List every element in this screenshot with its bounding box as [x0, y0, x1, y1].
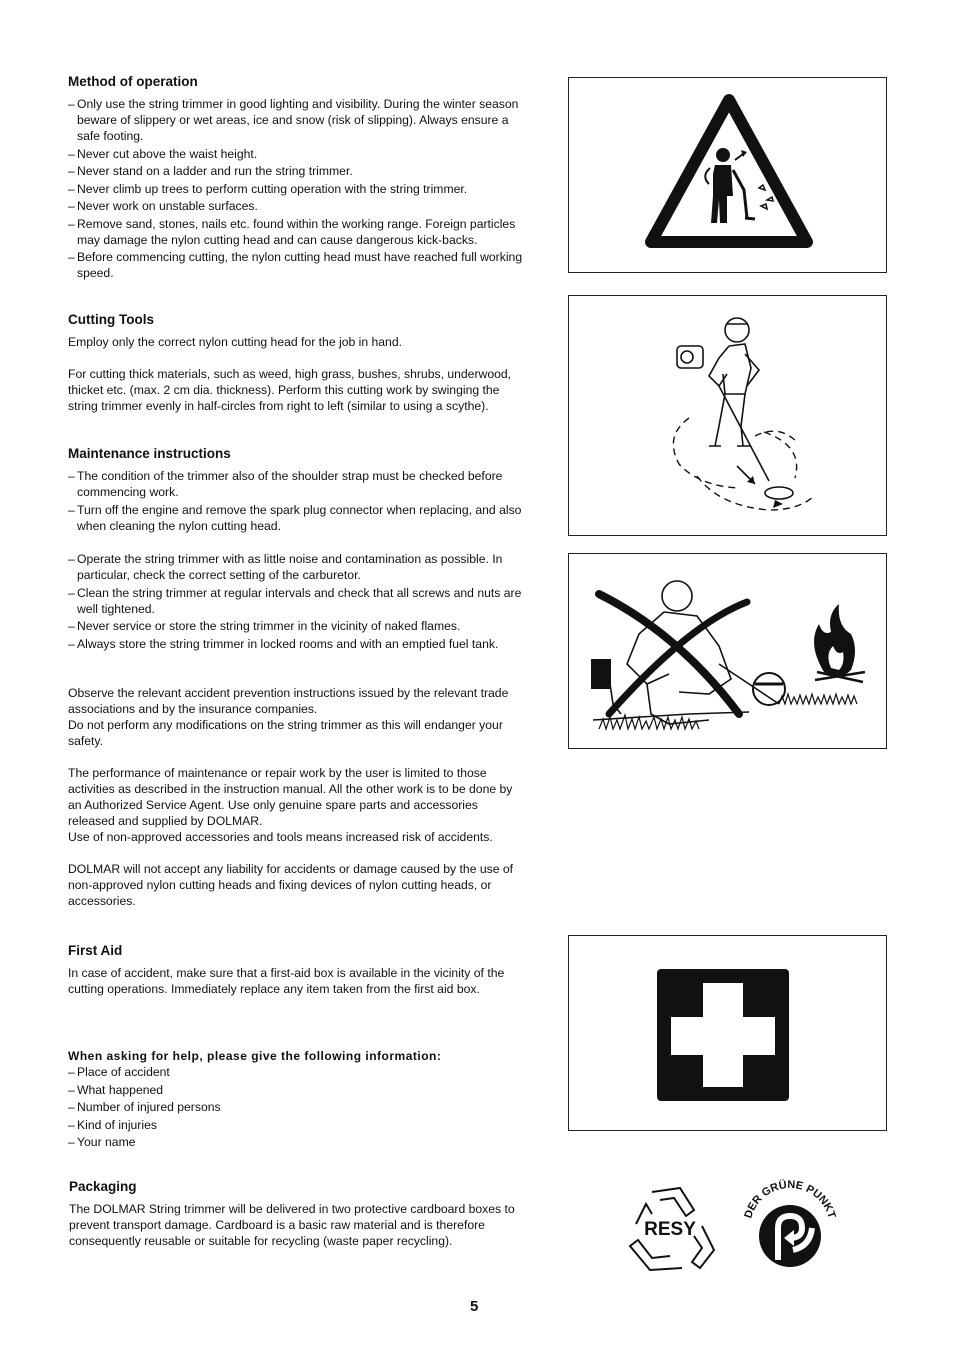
list-item: – What happened — [68, 1082, 528, 1098]
list-item: – Never cut above the waist height. — [68, 146, 528, 162]
trimmer-operator-illustration — [569, 296, 886, 535]
packaging-paragraph: The DOLMAR String trimmer will be delivered in two protective cardboard boxes to prevent transport damage. Cardboard is a basic raw material and is therefore consequently reusable or suitable for recycling (waste paper recycling). — [69, 1202, 515, 1248]
maintenance-paragraph-5: DOLMAR will not accept any liability for accidents or damage caused by the use of non-approved nylon cutting heads and fixing devices of nylon cutting heads, or accessories. — [68, 862, 514, 908]
no-flames-figure — [568, 553, 887, 749]
maintenance-paragraph-4: Use of non-approved accessories and tools means increased risk of accidents. — [68, 830, 493, 844]
list-item: – Operate the string trimmer with as little noise and contamination as possible. In particular, check the correct setting of the carburetor. — [68, 551, 528, 583]
list-item: – Turn off the engine and remove the spark plug connector when replacing, and also when cleaning the nylon cutting head. — [68, 502, 528, 534]
gruene-punkt-logo — [738, 1176, 842, 1276]
section-title-packaging: Packaging — [69, 1179, 137, 1194]
list-item: – Number of injured persons — [68, 1099, 528, 1115]
resy-recycling-logo — [622, 1180, 718, 1276]
maintenance-paragraph-3: The performance of maintenance or repair work by the user is limited to those activities as described in the instruction manual. All the other work is to be done by an Authorized Service Agent. Use only genuine spare parts and accessories released and supplied by DOLMAR. — [68, 766, 513, 828]
maintenance-list-b — [68, 551, 528, 653]
warning-figure — [568, 77, 887, 273]
method-list — [68, 96, 528, 283]
list-item: – Never service or store the string trimmer in the vicinity of naked flames. — [68, 618, 528, 634]
cutting-technique-figure — [568, 295, 887, 536]
list-item: – Always store the string trimmer in locked rooms and with an emptied fuel tank. — [68, 636, 528, 652]
list-item: – Only use the string trimmer in good lighting and visibility. During the winter season beware of slippery or wet areas, ice and snow (risk of slipping). Always ensure a safe footing. — [68, 96, 528, 144]
help-list — [68, 1064, 528, 1152]
cutting-paragraph-2: For cutting thick materials, such as weed, high grass, bushes, shrubs, underwood, thicket etc. (max. 2 cm dia. thickness). Perform this cutting work by swinging the string trimmer evenly in half-circles from right to left (similar to using a scythe). — [68, 367, 512, 413]
gruene-punkt-label: DER GRÜNE PUNKT — [742, 1178, 838, 1220]
list-item: – Never stand on a ladder and run the string trimmer. — [68, 163, 528, 179]
firstaid-paragraph: In case of accident, make sure that a first-aid box is available in the vicinity of the cutting operations. Immediately replace any item taken from the first aid box. — [68, 966, 505, 996]
list-item: – Your name — [68, 1134, 528, 1150]
section-title-maintenance: Maintenance instructions — [68, 446, 231, 461]
maintenance-paragraph-1: Observe the relevant accident prevention instructions issued by the relevant trade associations and by the insurance companies. — [68, 686, 509, 716]
no-service-near-flames-illustration — [569, 554, 886, 748]
resy-label: RESY — [644, 1219, 696, 1240]
warning-triangle-icon — [569, 78, 886, 272]
list-item: – Clean the string trimmer at regular intervals and check that all screws and nuts are well tightened. — [68, 585, 528, 617]
page-number: 5 — [470, 1298, 479, 1315]
list-item: – The condition of the trimmer also of the shoulder strap must be checked before commencing work. — [68, 468, 528, 500]
list-item: – Kind of injuries — [68, 1117, 528, 1133]
maintenance-paragraph-2: Do not perform any modifications on the string trimmer as this will endanger your safety. — [68, 718, 503, 748]
list-item: – Before commencing cutting, the nylon cutting head must have reached full working speed. — [68, 249, 528, 281]
maintenance-list-a — [68, 468, 528, 535]
list-item: – Never work on unstable surfaces. — [68, 198, 528, 214]
help-title: When asking for help, please give the following information: — [68, 1049, 442, 1063]
list-item: – Never climb up trees to perform cutting operation with the string trimmer. — [68, 181, 528, 197]
first-aid-cross-icon — [569, 936, 886, 1130]
list-item: – Remove sand, stones, nails etc. found within the working range. Foreign particles may damage the nylon cutting head and can cause dangerous kick-backs. — [68, 216, 528, 248]
first-aid-figure — [568, 935, 887, 1131]
section-title-method: Method of operation — [68, 74, 198, 89]
section-title-firstaid: First Aid — [68, 943, 123, 958]
cutting-paragraph-1: Employ only the correct nylon cutting head for the job in hand. — [68, 335, 403, 349]
section-title-cutting: Cutting Tools — [68, 312, 154, 327]
list-item: – Place of accident — [68, 1064, 528, 1080]
